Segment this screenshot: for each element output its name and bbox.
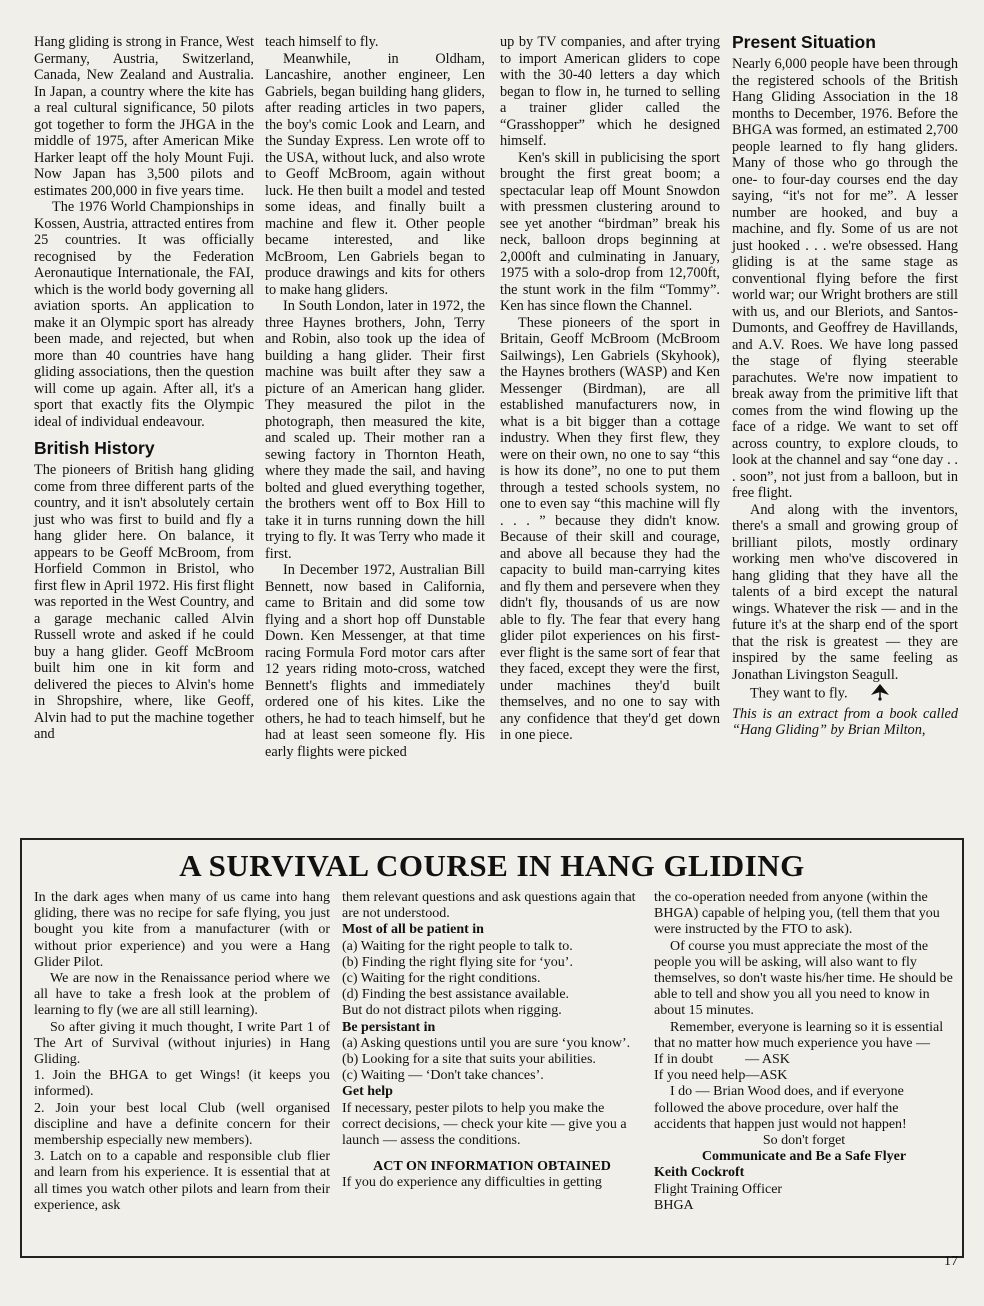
hang-glider-logo-icon	[852, 683, 890, 706]
article-column-1	[34, 34, 254, 743]
slogan: Communicate and Be a Safe Flyer	[701, 1149, 907, 1165]
paragraph: These pioneers of the sport in Britain, Geoff McBroom (McBroom Sailwings), Len Gabriels (Skyhook), the Haynes brothers (WASP) and Ken Messenger (Birdman), are all established manufacturers now, in what is a bit bigger than a cottage industry. When they first flew, they were on their own, no one to say “this is how its done”, no one to put them through a tested schools system, no one to even say “this machine will fly . . . ” because they didn't know. Because of their skill and courage, and above all because they had the capacity to build man-carrying kites and fly them and persevere when they didn't fly, thousands of us are now able to fly. The fear that every hang glider pilot experiences on his first-ever flight is the same sort of fear that they faced, except they were the first, under machines they'd built themselves, and no one to say with any confidence that they'd get down in one piece.	[500, 314, 720, 743]
paragraph: So after giving it much thought, I write Part 1 of The Art of Survival (without injuries) in Hang Gliding.	[34, 1019, 330, 1068]
book-credit: This is an extract from a book called “Hang Gliding” by Brian Milton,	[732, 705, 958, 738]
paragraph: Nearly 6,000 people have been through the registered schools of the British Hang Gliding Association in the 18 months to December, 1976. Before the BHGA was formed, an estimated 2,700 people learned to fly hang gliders. Many of those who go through the one- to four-day courses end the day saying, “it's not for me”. A lesser number are hooked, and buy a machine, and fly. Some of us are not just hooked . . . we're obsessed. Hang gliding is at the same stage as conventional flying before the first world war; our Wright brothers are still with us, and our Bleriots, and Santos-Dumonts, and Geoffrey de Havillands, and A.V. Roes. We have long passed the stage of flying steerable parachutes. We're now impatient to break away from the primitive lift that comes from the wind flowing up the face of a ridge. We want to set off across country, to explore clouds, to look at the channel and say “one day . . . soon”, not just from a balloon, but in free flight.	[732, 56, 958, 501]
list-item: 2. Join your best local Club (well organised discipline and have a definite concern for their membership especially new members).	[34, 1100, 330, 1149]
paragraph: Ken's skill in publicising the sport brought the first great boom; a spectacular leap off Mount Snowdon with pressmen clustering around to see yet another “birdman” break his neck, balloon drops beginning at 2,000ft and culminating in January, 1975 with a solo-drop from 12,700ft, the stunt work in the film “Tommy”. Ken has since flown the Channel.	[500, 149, 720, 314]
paragraph: In South London, later in 1972, the three Haynes brothers, John, Terry and Robin, also took up the idea of building a hang glider. Their first machine was built after they saw a picture of an American hang glider. They measured the pilot in the photograph, then measured the kite, and scaled up. Their mother ran a sewing factory in Thornton Heath, where they made the sail, and having bolted and glued everything together, the brothers went off to Box Hill to take it in turns running down the hill trying to fly. It was Terry who made it first.	[265, 298, 485, 562]
paragraph: them relevant questions and ask questions again that are not understood.	[342, 890, 636, 922]
paragraph: Hang gliding is strong in France, West Germany, Austria, Switzerland, Canada, New Zealand and Australia. In Japan, a country where the kite has a real cultural significance, 50 pilots got together to form the JHGA in the middle of 1975, after American Mike Harker leapt off the holy Mount Fuji. Now Japan has 3,500 pilots and estimates 200,000 in five years time.	[34, 34, 254, 199]
list-item: (c) Waiting — ‘Don't take chances’.	[342, 1068, 544, 1084]
signature-name: Keith Cockroft	[654, 1165, 745, 1181]
paragraph: In the dark ages when many of us came into hang gliding, there was no recipe for safe flying, you just bought you kite from a manufacturer (with or without prior experience) and you were a Hang Glider Pilot.	[34, 890, 330, 970]
survival-column-2	[342, 890, 642, 1192]
paragraph: And along with the inventors, there's a small and growing group of brilliant pilots, mostly ordinary working men who've discovered in hang gliding that they have all the talents of a bird except the natural wings. Whatever the risk — and in the future it's at the sharp end of the sport that the risk is greatest — they are inspired by the same feeling as Jonathan Livingston Seagull.	[732, 501, 958, 683]
list-item: 3. Latch on to a capable and responsible club flier and learn from his experience. It is essential that at all times you watch other pilots and learn from their experience, ask	[34, 1149, 330, 1213]
subheading: Most of all be patient in	[342, 922, 484, 938]
list-item: (b) Looking for a site that suits your abilities.	[342, 1052, 596, 1068]
paragraph: Of course you must appreciate the most of the people you will be asking, will also want to fly themselves, so don't waste his/her time. He should be able to tell and show you all you need to know in about 15 minutes.	[654, 938, 953, 1019]
paragraph: But do not distract pilots when rigging.	[342, 1003, 562, 1019]
closing-text: They want to fly.	[750, 685, 848, 702]
article-column-3	[500, 34, 720, 744]
rule-text: — ASK	[745, 1052, 790, 1068]
paragraph: The 1976 World Championships in Kossen, Austria, attracted entires from 25 countries. It was officially recognised by the Federation Aeronautique Internationale, the FAI, which is the world body governing all aviation sports. An application to make it an Olympic sport has already been made, and rejected, but when more than 40 countries have hang gliding associations, then the question will come up again. After all, it's a sport that exactly fits the Olympic ideal of individual endeavour.	[34, 199, 254, 430]
article	[30, 34, 962, 834]
survival-column-3	[654, 890, 954, 1214]
subheading: Get help	[342, 1084, 393, 1100]
paragraph: We are now in the Renaissance period where we all have to take a fresh look at the problem of learning to fly (we are all still learning).	[34, 971, 330, 1019]
paragraph: In December 1972, Australian Bill Bennett, now based in California, came to Britain and did some tow flying and a short hop off Dunstable Down. Ken Messenger, at that time racing Formula Ford motor cars after 12 years riding moto-cross, watched Bennett's flights and immediately ordered one of his kites. Like the others, he had to teach himself, but he had at least seen someone fly. His early flights were picked	[265, 562, 485, 760]
survival-column-1	[34, 890, 330, 1214]
rule-line	[654, 1052, 954, 1068]
page-number: 17	[944, 1254, 958, 1269]
paragraph: The pioneers of British hang gliding come from three different parts of the country, and it isn't absolutely certain just who was first to build and fly a hang glider here. On balance, it appears to be Geoff McBroom, from Horfield Common in Bristol, who first flew in April 1972. His first flight was reported in the West Country, and a garage mechanic called Alvin Russell wrote and asked if he could buy a hang glider. Geoff McBroom built him one in kit form and delivered the pieces to Alvin's home in Shropshire, where, like Geoff, Alvin had to put the machine together and	[34, 462, 254, 742]
survival-course-title: A SURVIVAL COURSE IN HANG GLIDING	[179, 848, 805, 883]
article-column-2	[265, 34, 485, 760]
list-item: (c) Waiting for the right conditions.	[342, 971, 541, 987]
list-item: (a) Waiting for the right people to talk to.	[342, 938, 573, 954]
list-item: (a) Asking questions until you are sure ‘you know’.	[342, 1035, 631, 1051]
paragraph: Meanwhile, in Oldham, Lancashire, another engineer, Len Gabriels, began building hang gliders, after reading articles in two papers, the boy's comic Look and Learn, and the Sunday Express. Len wrote off to the USA, without luck, and also wrote to Geoff McBroom, again without luck. He then built a model and tested some ideas, and finally built a machine and flew it. Other people became interested, and like McBroom, Len Gabriels began to produce drawings and kits for others to make hang gliders.	[265, 50, 485, 298]
paragraph: If you do experience any difficulties in getting	[342, 1175, 602, 1191]
paragraph: the co-operation needed from anyone (within the BHGA) capable of helping you, (tell them that you were instructed by the FTO to ask).	[654, 890, 940, 938]
section-heading-british-history: British History	[34, 438, 155, 458]
list-item: (d) Finding the best assistance available.	[342, 987, 570, 1003]
list-item: 1. Join the BHGA to get Wings! (it keeps you informed).	[34, 1068, 330, 1100]
signature-title: Flight Training Officer	[654, 1181, 783, 1197]
paragraph: teach himself to fly.	[265, 34, 379, 50]
section-heading-present-situation: Present Situation	[732, 32, 876, 52]
rule-text: If in doubt	[654, 1052, 714, 1068]
paragraph: up by TV companies, and after trying to import American gliders to cope with the 30-40 letters a day which began to flow in, he turned to selling a trainer glider called the “Grasshopper” which he designed himself.	[500, 34, 720, 149]
article-column-4	[732, 34, 958, 739]
list-item: (b) Finding the right flying site for ‘you’.	[342, 954, 573, 970]
paragraph: I do — Brian Wood does, and if everyone followed the above procedure, over half the accidents that happen just would not happen!	[654, 1084, 907, 1132]
closing-line	[732, 683, 958, 706]
paragraph: If necessary, pester pilots to help you make the correct decisions, — check your kite — give you a launch — assess the conditions.	[342, 1100, 627, 1149]
survival-course-box	[20, 838, 964, 1258]
subheading: ACT ON INFORMATION OBTAINED	[373, 1159, 611, 1175]
paragraph: So don't forget	[762, 1133, 846, 1149]
signature-org: BHGA	[654, 1197, 694, 1213]
rule-line: If you need help—ASK	[654, 1068, 788, 1084]
paragraph: Remember, everyone is learning so it is essential that no matter how much experience you have —	[654, 1019, 944, 1051]
subheading: Be persistant in	[342, 1019, 436, 1035]
